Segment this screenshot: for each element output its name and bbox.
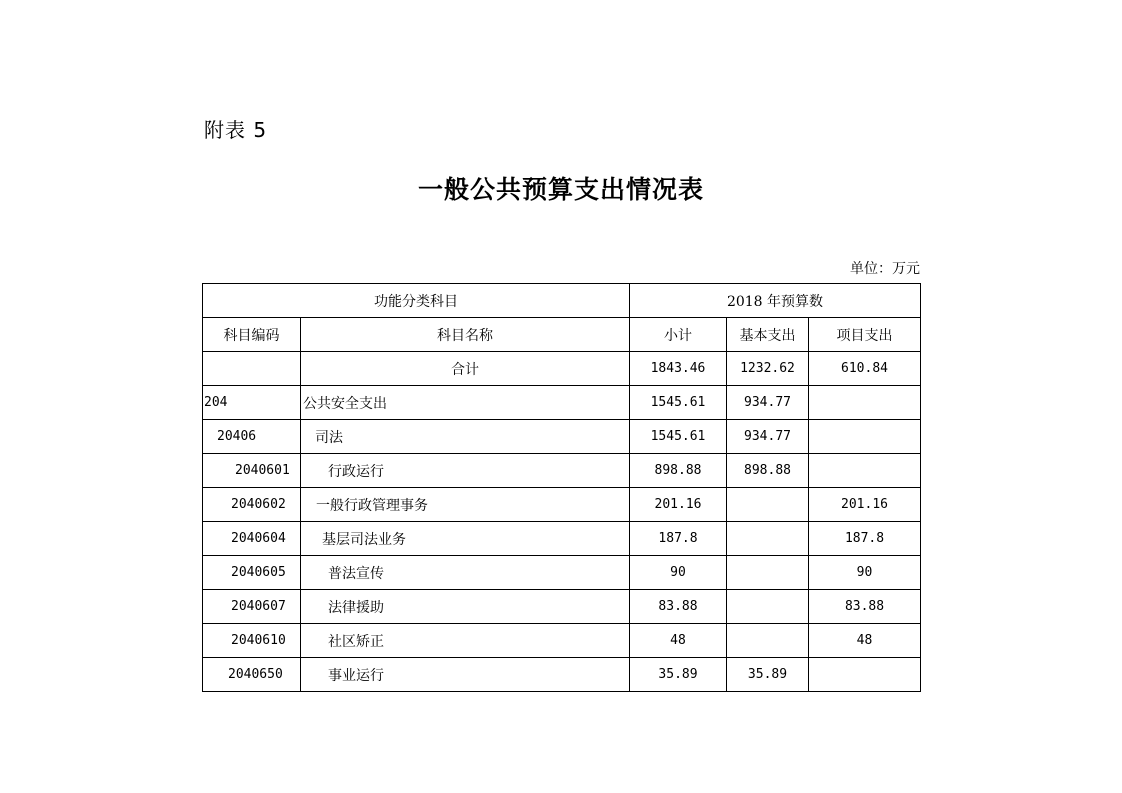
table-row: [203, 454, 921, 488]
attachment-label: 附表 5: [204, 118, 268, 142]
row-code: 2040602: [203, 488, 301, 522]
total-code-cell: [203, 352, 301, 386]
row-project: 187.8: [809, 522, 921, 556]
row-basic: 934.77: [727, 420, 809, 454]
total-project: 610.84: [809, 352, 921, 386]
row-basic: 35.89: [727, 658, 809, 692]
table-row: [203, 624, 921, 658]
row-project: [809, 454, 921, 488]
table-row: [203, 658, 921, 692]
row-project: [809, 386, 921, 420]
header-basic: 基本支出: [727, 318, 809, 352]
table-row: [203, 488, 921, 522]
row-code: 2040610: [203, 624, 301, 658]
row-subtotal: 201.16: [630, 488, 727, 522]
total-label: 合计: [301, 352, 630, 386]
row-project: 83.88: [809, 590, 921, 624]
document-title: 一般公共预算支出情况表: [417, 175, 704, 204]
row-name: 事业运行: [301, 658, 630, 692]
row-project: 201.16: [809, 488, 921, 522]
row-code: 2040604: [203, 522, 301, 556]
row-name: 公共安全支出: [301, 386, 630, 420]
table-row: [203, 420, 921, 454]
row-name: 基层司法业务: [301, 522, 630, 556]
row-basic: [727, 556, 809, 590]
table-row: [203, 386, 921, 420]
row-basic: 934.77: [727, 386, 809, 420]
total-basic: 1232.62: [727, 352, 809, 386]
table-row: [203, 522, 921, 556]
table-row: [203, 556, 921, 590]
row-project: [809, 420, 921, 454]
row-name: 普法宣传: [301, 556, 630, 590]
header-project: 项目支出: [809, 318, 921, 352]
header-group-right: 2018 年预算数: [630, 284, 921, 318]
row-subtotal: 187.8: [630, 522, 727, 556]
row-subtotal: 1545.61: [630, 386, 727, 420]
row-subtotal: 90: [630, 556, 727, 590]
row-subtotal: 1545.61: [630, 420, 727, 454]
row-code: 2040601: [203, 454, 301, 488]
row-subtotal: 48: [630, 624, 727, 658]
row-basic: 898.88: [727, 454, 809, 488]
budget-table: [202, 283, 921, 692]
header-group-row: [203, 284, 921, 318]
row-code: 20406: [203, 420, 301, 454]
header-subtotal: 小计: [630, 318, 727, 352]
header-name: 科目名称: [301, 318, 630, 352]
row-name: 社区矫正: [301, 624, 630, 658]
header-code: 科目编码: [203, 318, 301, 352]
row-code: 2040607: [203, 590, 301, 624]
total-row: [203, 352, 921, 386]
unit-label: 单位：万元: [850, 261, 920, 277]
row-code: 204: [203, 386, 301, 420]
row-subtotal: 898.88: [630, 454, 727, 488]
row-subtotal: 35.89: [630, 658, 727, 692]
row-basic: [727, 624, 809, 658]
row-basic: [727, 590, 809, 624]
row-subtotal: 83.88: [630, 590, 727, 624]
row-code: 2040650: [203, 658, 301, 692]
row-name: 法律援助: [301, 590, 630, 624]
row-project: 48: [809, 624, 921, 658]
row-basic: [727, 522, 809, 556]
row-basic: [727, 488, 809, 522]
total-subtotal: 1843.46: [630, 352, 727, 386]
row-name: 行政运行: [301, 454, 630, 488]
row-name: 司法: [301, 420, 630, 454]
row-project: [809, 658, 921, 692]
row-project: 90: [809, 556, 921, 590]
header-group-left: 功能分类科目: [203, 284, 630, 318]
table-row: [203, 590, 921, 624]
header-column-row: [203, 318, 921, 352]
row-name: 一般行政管理事务: [301, 488, 630, 522]
row-code: 2040605: [203, 556, 301, 590]
